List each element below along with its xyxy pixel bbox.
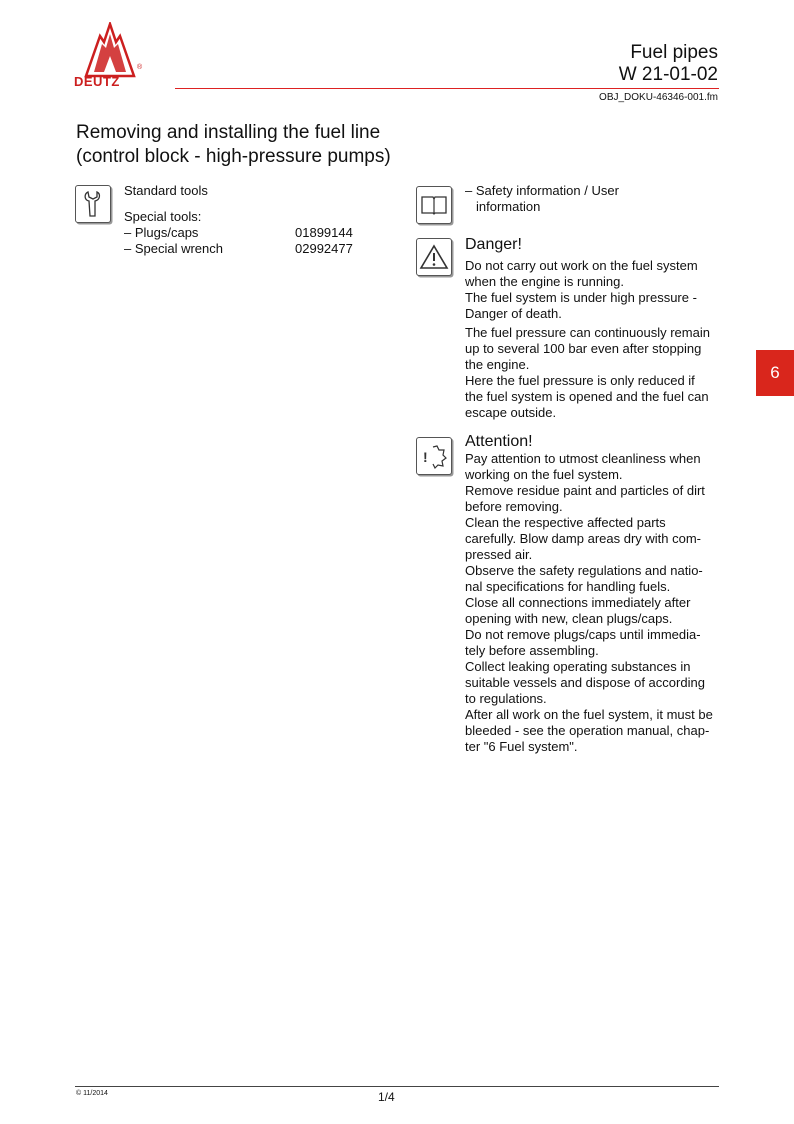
tool-number: 02992477 <box>295 241 353 256</box>
attention-line: Do not remove plugs/caps until immedia- <box>465 627 701 642</box>
danger-line: up to several 100 bar even after stopping <box>465 341 702 356</box>
tool-name: – Plugs/caps <box>124 225 199 240</box>
attention-line: Close all connections immediately after <box>465 595 691 610</box>
attention-line: Remove residue paint and particles of dirt <box>465 483 705 498</box>
page-title-line: (control block - high-pressure pumps) <box>76 146 391 167</box>
attention-line: bleeded - see the operation manual, chap- <box>465 723 710 738</box>
danger-line: Here the fuel pressure is only reduced if <box>465 373 695 388</box>
attention-line: before removing. <box>465 499 563 514</box>
attention-line: opening with new, clean plugs/caps. <box>465 611 673 626</box>
attention-heading: Attention! <box>465 433 533 450</box>
standard-tools-label: Standard tools <box>124 183 208 198</box>
attention-line: Pay attention to utmost cleanliness when <box>465 451 701 466</box>
danger-line: Do not carry out work on the fuel system <box>465 258 698 273</box>
brand-name: DEUTZ <box>74 74 120 89</box>
attention-line: Observe the safety regulations and natio- <box>465 563 703 578</box>
warning-triangle-icon <box>416 238 452 276</box>
danger-heading: Danger! <box>465 236 522 253</box>
tool-number: 01899144 <box>295 225 353 240</box>
attention-line: to regulations. <box>465 691 547 706</box>
attention-line: nal specifications for handling fuels. <box>465 579 671 594</box>
attention-line: After all work on the fuel system, it must be <box>465 707 713 722</box>
wrench-icon <box>75 185 111 223</box>
attention-environment-icon <box>416 437 452 475</box>
attention-line: Collect leaking operating substances in <box>465 659 691 674</box>
section-code: W 21-01-02 <box>618 64 718 85</box>
book-icon <box>416 186 452 224</box>
danger-line: the fuel system is opened and the fuel can <box>465 389 709 404</box>
danger-line: when the engine is running. <box>465 274 625 289</box>
safety-info-line: – Safety information / User <box>465 183 619 198</box>
attention-line: suitable vessels and dispose of according <box>465 675 705 690</box>
registered-mark: ® <box>137 64 143 71</box>
danger-line: The fuel pressure can continuously remain <box>465 325 710 340</box>
svg-text:!: ! <box>423 449 428 465</box>
attention-line: ter "6 Fuel system". <box>465 739 578 754</box>
danger-text <box>465 258 725 421</box>
danger-line: The fuel system is under high pressure - <box>465 290 697 305</box>
file-name: OBJ_DOKU-46346-001.fm <box>599 92 718 103</box>
safety-info-line: information <box>476 199 541 214</box>
tool-name: – Special wrench <box>124 241 223 256</box>
attention-line: pressed air. <box>465 547 533 562</box>
attention-line: carefully. Blow damp areas dry with com- <box>465 531 702 546</box>
danger-line: escape outside. <box>465 405 557 420</box>
attention-text <box>465 451 725 755</box>
header-divider <box>175 88 719 89</box>
attention-line: Clean the respective affected parts <box>465 515 666 530</box>
safety-info-text <box>465 183 619 215</box>
page-number: 1/4 <box>378 1090 395 1104</box>
danger-line: Danger of death. <box>465 306 562 321</box>
footer-divider <box>75 1086 719 1087</box>
copyright: © 11/2014 <box>76 1090 108 1097</box>
page-title-line: Removing and installing the fuel line <box>76 122 381 143</box>
section-title: Fuel pipes <box>630 42 718 63</box>
page-title <box>76 121 436 169</box>
attention-line: working on the fuel system. <box>465 467 623 482</box>
chapter-tab[interactable]: 6 <box>756 350 794 396</box>
danger-line: the engine. <box>465 357 530 372</box>
attention-line: tely before assembling. <box>465 643 599 658</box>
special-tools-label: Special tools: <box>124 209 202 224</box>
